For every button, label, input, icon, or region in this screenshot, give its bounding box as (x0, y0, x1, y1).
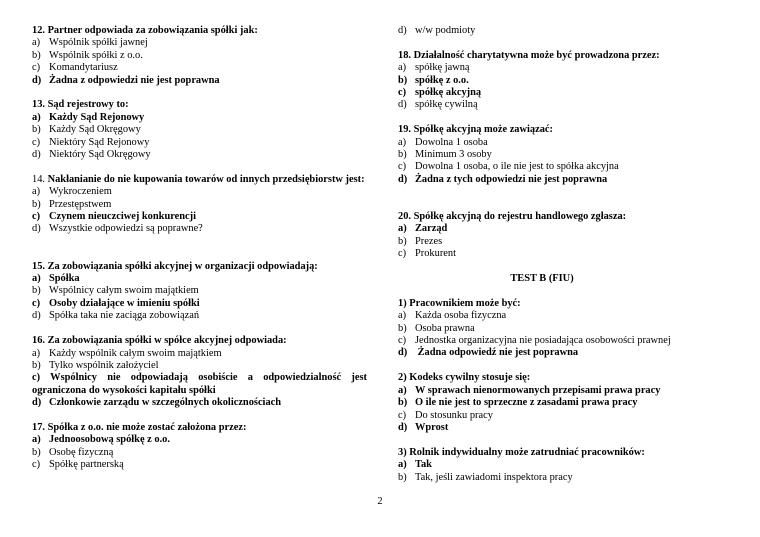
answer-option-correct: a) Każdy Sąd Rejonowy (32, 111, 145, 123)
question-17 (32, 422, 367, 472)
answer-option-correct: c) Osoby działające w imieniu spółki (32, 297, 200, 309)
question-title: 16. Za zobowiązania spółki w spółce akcyjnej odpowiada: (32, 335, 287, 347)
question-16 (32, 335, 367, 409)
answer-option-correct: b) O ile nie jest to sprzeczne z zasadami prawa pracy (398, 397, 638, 409)
answer-option: b) Tak, jeśli zawiadomi inspektora pracy (398, 471, 573, 483)
answer-option: b) Każdy Sąd Okręgowy (32, 124, 141, 136)
answer-option: c) Prokurent (398, 248, 456, 260)
answer-option-correct: d) Wprost (398, 421, 449, 433)
answer-option: d) Wszystkie odpowiedzi są poprawne? (32, 223, 203, 235)
question-14 (32, 174, 367, 236)
answer-option-correct: a) Tak (398, 459, 432, 471)
answer-option: a) Każdy wspólnik całym swoim majątkiem (32, 347, 222, 359)
answer-option-correct: a) Jednoosobową spółkę z o.o. (32, 434, 170, 446)
question-15 (32, 261, 367, 323)
page-number: 2 (377, 496, 383, 507)
answer-option-correct: a) Zarząd (398, 223, 448, 235)
answer-option-correct: c) spółkę akcyjną (398, 87, 482, 99)
left-column (32, 25, 367, 472)
answer-option: a) Dowolna 1 osoba (398, 136, 488, 148)
answer-option: d) spółkę cywilną (398, 99, 478, 111)
question-title: 19. Spółkę akcyjną może zawiązać: (398, 124, 553, 136)
answer-option: d) Spółka taka nie zaciąga zobowiązań (32, 310, 200, 322)
answer-option: b) Przestępstwem (32, 198, 112, 210)
answer-option: a) Wykroczeniem (32, 186, 112, 198)
question-title: 13. Sąd rejestrowy to: (32, 99, 129, 111)
answer-option: b) Tylko wspólnik założyciel (32, 359, 159, 371)
answer-option: c) Do stosunku pracy (398, 409, 493, 421)
right-column (398, 25, 686, 484)
question-18 (398, 50, 686, 112)
question-20 (398, 211, 686, 261)
answer-option: b) Osoba prawna (398, 322, 475, 334)
question-title: 14. Nakłanianie do nie kupowania towarów od innych przedsiębiorstw jest: (32, 173, 365, 185)
question-title: 20. Spółkę akcyjną do rejestru handlowego zgłasza: (398, 211, 627, 223)
answer-option: b) Wspólnik spółki z o.o. (32, 49, 143, 61)
answer-option: b) Wspólnicy całym swoim majątkiem (32, 285, 199, 297)
answer-option: b) Minimum 3 osoby (398, 149, 492, 161)
answer-option: a) Każda osoba fizyczna (398, 310, 507, 322)
section-title: TEST B (FIU) (510, 273, 574, 285)
answer-option: d) w/w podmioty (398, 25, 476, 36)
question-title: 17. Spółka z o.o. nie może zostać założona przez: (32, 421, 247, 433)
answer-option: b) Prezes (398, 235, 443, 247)
answer-option: b) Osobę fizyczną (32, 446, 114, 458)
question-title: 18. Działalność charytatywna może być prowadzona przez: (398, 49, 660, 61)
answer-option: d) Niektóry Sąd Okręgowy (32, 149, 151, 161)
answer-option-correct: b) spółkę z o.o. (398, 74, 469, 86)
answer-option-correct: d) Członkowie zarządu w szczególnych okolicznościach (32, 397, 282, 409)
question-b1 (398, 298, 686, 360)
answer-option-correct: d) Żadna z tych odpowiedzi nie jest poprawna (398, 173, 608, 185)
answer-option: c) Jednostka organizacyjna nie posiadająca osobowości prawnej (398, 335, 671, 347)
answer-option-correct: d) Żadna z odpowiedzi nie jest poprawna (32, 74, 220, 86)
question-title: 12. Partner odpowiada za zobowiązania spółki jak: (32, 25, 258, 36)
answer-option: a) Wspólnik spółki jawnej (32, 37, 148, 49)
question-title: 3) Rolnik indywidualny może zatrudniać pracowników: (398, 446, 645, 458)
question-b2 (398, 372, 686, 434)
answer-option: c) Spółkę partnerską (32, 459, 124, 471)
question-19 (398, 124, 686, 186)
answer-option-correct: a) W sprawach nienormowanych przepisami prawa pracy (398, 384, 661, 396)
answer-option-correct: c) Wspólnicy nie odpowiadają osobiście a odpowiedzialność jest ograniczona do wysokości kapitału spółki (32, 372, 367, 396)
question-title: 1) Pracownikiem może być: (398, 297, 521, 309)
question-title: 15. Za zobowiązania spółki akcyjnej w organizacji odpowiadają: (32, 260, 318, 272)
answer-option: c) Dowolna 1 osoba, o ile nie jest to spółka akcyjna (398, 161, 619, 173)
answer-option: c) Komandytariusz (32, 62, 118, 74)
question-title: 2) Kodeks cywilny stosuje się: (398, 372, 531, 384)
answer-option-correct: a) Spółka (32, 273, 80, 285)
question-13 (32, 99, 367, 161)
question-b3 (398, 447, 686, 484)
answer-option-correct: d) Żadna odpowiedź nie jest poprawna (398, 347, 579, 359)
answer-option: a) spółkę jawną (398, 62, 470, 74)
answer-option: c) Niektóry Sąd Rejonowy (32, 136, 150, 148)
question-12 (32, 25, 367, 87)
answer-option-correct: c) Czynem nieuczciwej konkurencji (32, 211, 196, 223)
